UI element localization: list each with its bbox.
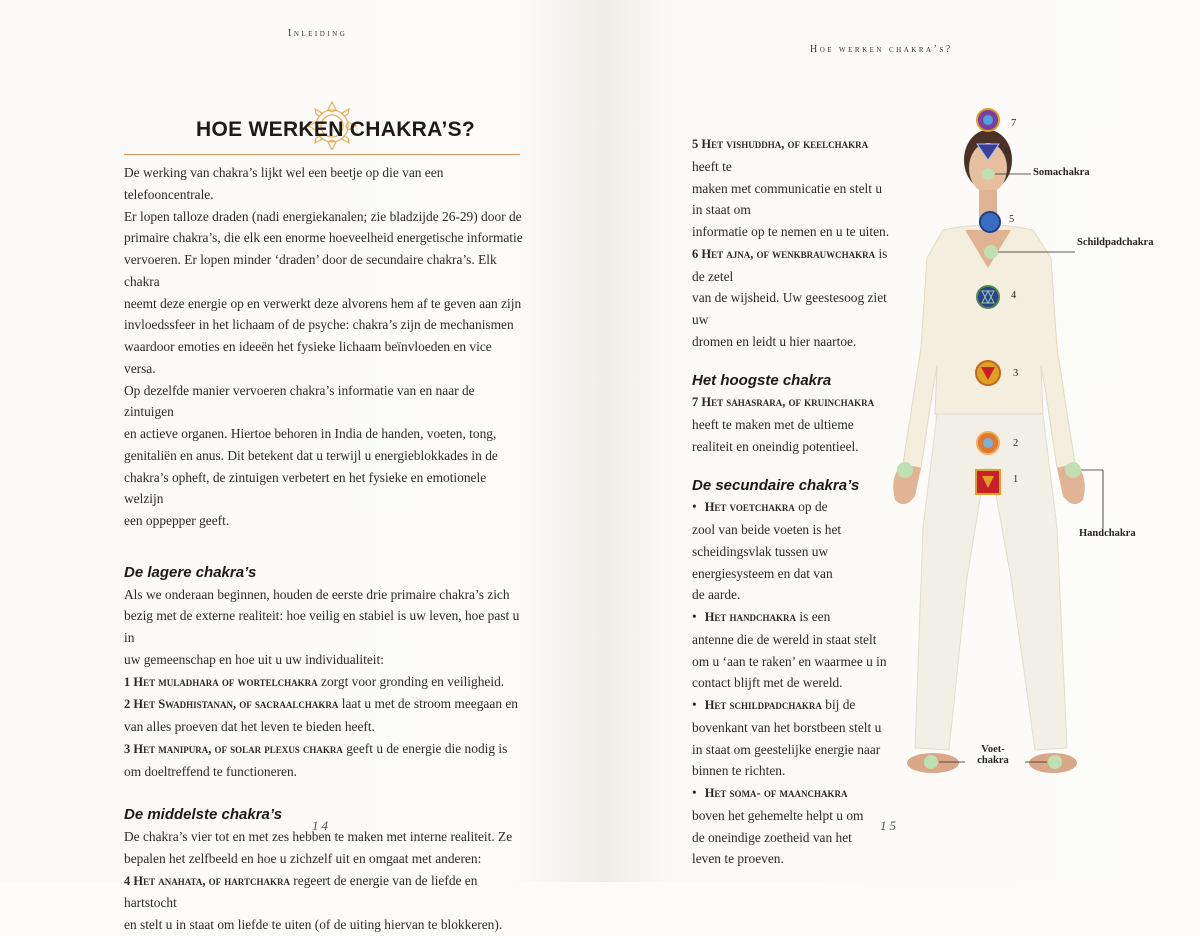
intro-line: en actieve organen. Hiertoe behoren in India de handen, voeten, tong, [124,426,497,441]
heading-highest-chakra: Het hoogste chakra [692,371,832,389]
bullet-soma-label: Het soma- of maanchakra [704,786,848,800]
bullet-soma-line: de oneindige zoetheid van het [692,829,852,845]
chakra-number: 1 [1013,474,1019,485]
folio-right: 15 [880,818,899,833]
chakra-number: 4 [1011,290,1017,301]
intro-line: Er lopen talloze draden (nadi energiekanalen; zie bladzijde 26-29) door de [124,208,522,224]
bullet-turtle-line: binnen te richten. [692,763,786,779]
chakra-item-2-cont: van alles proeven dat het leven te bieden heeft. [124,719,375,734]
middle-line: bepalen het zelfbeeld en hoe u zichzelf uit en omgaat met anderen: [124,850,482,866]
bullet-turtle-label: Het schildpadchakra [704,698,822,712]
label-somachakra: Somachakra [1033,167,1090,178]
chakra-item-4-text: regeert de energie van de liefde en hartstocht [124,872,478,911]
chakra-number: 6 [1005,146,1011,157]
chakra-item-3-cont: om doeltreffend te functioneren. [124,763,298,779]
label-voetchakra-line2: chakra [977,755,1009,766]
throat-chakra-icon [980,212,1000,232]
chakra-item-3 [124,738,524,761]
intro-line: primaire chakra’s, die elk een enorme hoeveelheid energetische informatie [124,230,523,246]
chakra-item-4-label: 4 Het anahata, of hartchakra [124,873,290,888]
intro-line: invloedssfeer in het lichaam of de psyche: chakra’s zijn de mechanismen [124,317,514,333]
chakra-item-1 [124,671,524,694]
intro-line: neemt deze energie op en verwerkt deze alvorens hem af te geven aan zijn [124,295,522,311]
chakra-item-7-label: 7 Het sahasrara, of kruinchakra [692,395,875,410]
label-handchakra: Handchakra [1079,528,1136,539]
heart-chakra-icon [977,286,999,308]
intro-line: chakra’s opheft, de zintuigen verbetert en het fysieke en emotionele welzijn [124,469,487,507]
intro-line: De werking van chakra’s lijkt wel een beetje op die van een telefooncentrale. [124,165,444,202]
bullet-hand-line: om u ‘aan te raken’ en waarmee u in [692,653,887,669]
chakra-item-3-label: 3 Het manipura, of solar plexus chakra [124,741,343,756]
foot-chakra-dot-right-icon [1048,755,1062,769]
bullet-foot-line: scheidingsvlak tussen uw [692,543,829,559]
bullet-foot-first: op de [794,499,828,515]
bullet-foot-label: Het voetchakra [704,500,795,515]
heading-middle-chakras: De middelste chakra’s [124,806,283,824]
bullet-foot-line: zool van beide voeten is het [692,522,842,537]
bullet-soma-line: leven te proeven. [692,851,784,867]
woman-figure-illustration [845,108,1200,808]
chakra-item-1-label: 1 Het muladhara of wortelchakra [124,674,318,689]
chakra-item-2-text: laat u met de stroom meegaan en [338,696,518,712]
bullet-hand-line: antenne die de wereld in staat stelt [692,631,877,647]
bullet-hand-first: is een [796,609,831,624]
chakra-item-6-line: van de wijsheid. Uw geestesoog ziet uw [692,290,887,327]
hand-chakra-dot-right-icon [1065,462,1081,478]
chakra-item-2 [124,693,524,716]
chakra-item-7-line: heeft te maken met de ultieme [692,417,854,432]
chakra-number: 5 [1009,214,1015,225]
chakra-item-2-label: 2 Het Swadhistanan, of sacraalchakra [124,697,339,712]
title-block [124,104,520,162]
chakra-item-4 [124,870,524,915]
chakra-item-6-label: 6 Het ajna, of wenkbrauwchakra [692,246,876,261]
bullet-soma-line: boven het gehemelte helpt u om [692,807,864,823]
chakra-number: 7 [1011,118,1017,129]
label-schildpadchakra: Schildpadchakra [1077,237,1154,248]
chakra-item-6-line: dromen en leidt u hier naartoe. [692,333,857,349]
chakra-item-6-text: is de zetel [692,245,888,284]
page-title: HOE WERKEN CHAKRA’S? [196,118,476,141]
bullet-turtle-line: bovenkant van het borstbeen stelt u [692,719,882,735]
hand-chakra-dot-left-icon [897,462,913,478]
middle-line: De chakra’s vier tot en met zes hebben te maken met interne realiteit. Ze [124,829,513,844]
intro-line: Op dezelfde manier vervoeren chakra’s informatie van en naar de zintuigen [124,382,475,420]
chakra-item-5-line: maken met communicatie en stelt u in staat om [692,180,883,218]
lower-line: Als we onderaan beginnen, houden de eerste drie primaire chakra’s zich [124,586,510,602]
title-rule [124,154,520,155]
running-head-left: Inleiding [288,28,348,39]
intro-line: waardoor emoties en ideeën het fysieke lichaam beïnvloeden en vice versa. [124,339,492,376]
intro-line: vervoeren. Er lopen minder ‘draden’ door de secundaire chakra’s. Elk chakra [124,252,497,289]
heading-lower-chakras: De lagere chakra’s [124,563,257,581]
chakra-number: 3 [1013,368,1019,379]
lower-line: uw gemeenschap en hoe uit u uw individualiteit: [124,651,384,667]
left-page [0,0,600,932]
chakra-item-4-cont: en stelt u in staat om liefde te uiten (of de uiting hiervan te blokkeren). [124,917,503,932]
bullet-icon: • [692,499,697,515]
bullet-turtle-line: in staat om geestelijke energie naar [692,741,881,757]
chakra-item-5-label: 5 Het vishuddha, of keelchakra [692,137,869,151]
chakra-item-5-line: informatie op te nemen en u te uiten. [692,224,890,239]
label-voetchakra [965,744,1021,766]
heading-secondary-chakras: De secundaire chakra’s [692,476,860,494]
chakra-item-1-text: zorgt voor gronding en veiligheid. [317,673,505,689]
intro-line: genitaliën en anus. Dit betekent dat u terwijl u energieblokkades in de [124,447,498,463]
bullet-icon: • [692,609,697,624]
lower-line: bezig met de externe realiteit: hoe veilig en stabiel is uw leven, hoe past u in [124,608,520,645]
chakra-figure [845,108,1200,808]
intro-line: een oppepper geeft. [124,513,230,528]
turtle-chakra-dot-icon [984,245,998,259]
bullet-hand-line: contact blijft met de wereld. [692,675,843,691]
right-page [600,0,1200,882]
chakra-item-5-text: heeft te [692,158,732,174]
bullet-foot-line: de aarde. [692,587,741,603]
chakra-item-7-line: realiteit en oneindig potentieel. [692,438,859,454]
running-head-right: Hoe werken chakra’s? [810,44,953,55]
foot-chakra-dot-left-icon [924,755,938,769]
label-voetchakra-line1: Voet- [981,744,1005,755]
bullet-icon: • [692,697,697,712]
soma-chakra-dot-icon [982,168,994,180]
folio-left: 14 [312,818,331,833]
bullet-foot-line: energiesysteem en dat van [692,565,833,581]
bullet-hand-label: Het handchakra [704,610,797,624]
bullet-icon: • [692,785,697,800]
chakra-item-3-text: geeft u de energie die nodig is [342,740,508,756]
bullet-turtle-first: bij de [821,697,856,712]
chakra-number: 2 [1013,438,1019,449]
